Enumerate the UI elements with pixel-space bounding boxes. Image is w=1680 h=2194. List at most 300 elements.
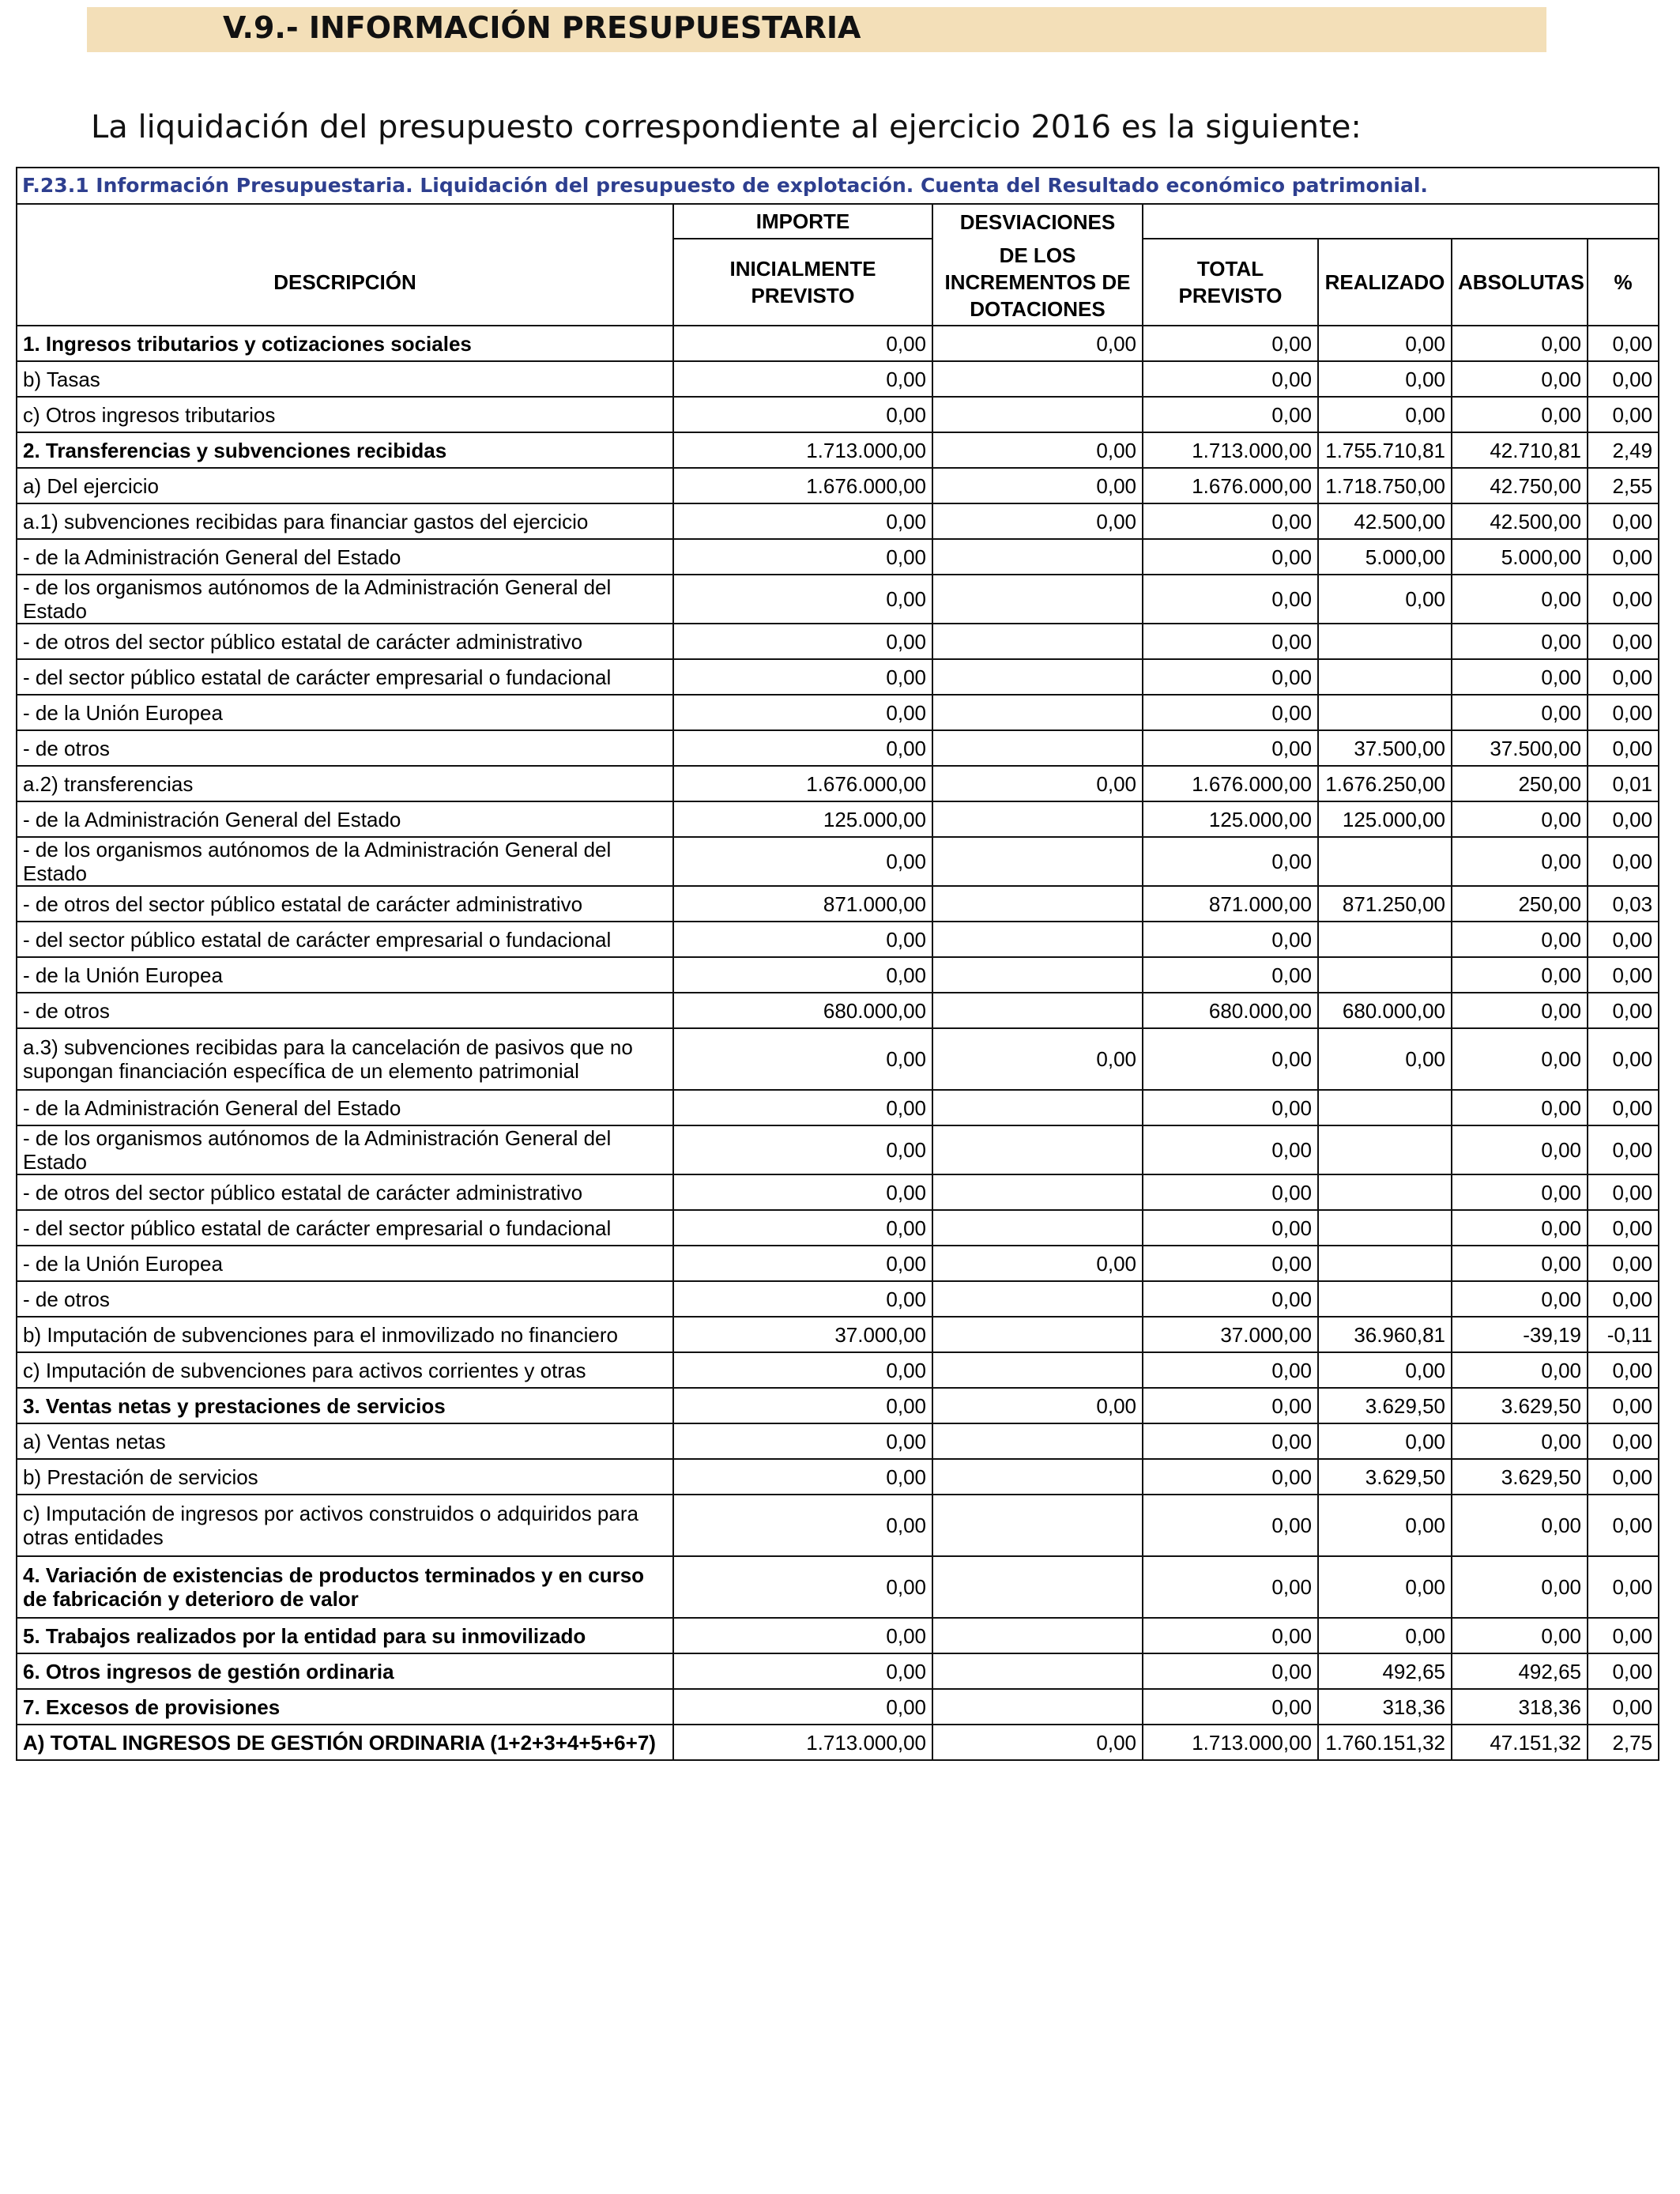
row-description: - de la Administración General del Estado <box>17 1090 673 1125</box>
row-description: A) TOTAL INGRESOS DE GESTIÓN ORDINARIA (1+2+3+4+5+6+7) <box>17 1725 673 1760</box>
cell-total-previsto: 0,00 <box>1143 397 1318 432</box>
cell-realizado <box>1318 624 1452 659</box>
cell-incrementos <box>932 1495 1143 1556</box>
cell-incrementos <box>932 397 1143 432</box>
cell-total-previsto: 1.713.000,00 <box>1143 1725 1318 1760</box>
cell-absolutas: 0,00 <box>1452 1352 1588 1388</box>
cell-inicialmente-previsto: 0,00 <box>673 659 932 695</box>
cell-absolutas: 0,00 <box>1452 957 1588 993</box>
header-descripcion: DESCRIPCIÓN <box>17 239 673 326</box>
cell-realizado <box>1318 1210 1452 1246</box>
cell-total-previsto: 0,00 <box>1143 1210 1318 1246</box>
cell-incrementos <box>932 659 1143 695</box>
cell-absolutas: 0,00 <box>1452 922 1588 957</box>
cell-inicialmente-previsto: 0,00 <box>673 1689 932 1725</box>
cell-total-previsto: 0,00 <box>1143 503 1318 539</box>
cell-absolutas: 47.151,32 <box>1452 1725 1588 1760</box>
cell-realizado: 0,00 <box>1318 1028 1452 1090</box>
cell-inicialmente-previsto: 0,00 <box>673 624 932 659</box>
cell-absolutas: 0,00 <box>1452 1618 1588 1653</box>
header-realizado: REALIZADO <box>1318 239 1452 326</box>
table-row <box>17 1653 1659 1689</box>
row-description: 1. Ingresos tributarios y cotizaciones sociales <box>17 326 673 361</box>
cell-inicialmente-previsto: 0,00 <box>673 1210 932 1246</box>
cell-inicialmente-previsto: 0,00 <box>673 1028 932 1090</box>
row-description: - de otros <box>17 730 673 766</box>
cell-absolutas: 0,00 <box>1452 837 1588 886</box>
cell-absolutas: 0,00 <box>1452 1556 1588 1618</box>
cell-incrementos <box>932 886 1143 922</box>
cell-total-previsto: 1.676.000,00 <box>1143 468 1318 503</box>
cell-realizado: 37.500,00 <box>1318 730 1452 766</box>
cell-realizado: 492,65 <box>1318 1653 1452 1689</box>
header-row-2 <box>17 239 1659 326</box>
cell-porcentaje: 0,00 <box>1588 1281 1659 1317</box>
cell-realizado: 3.629,50 <box>1318 1459 1452 1495</box>
cell-realizado: 0,00 <box>1318 1618 1452 1653</box>
table-row <box>17 1352 1659 1388</box>
row-description: - de la Unión Europea <box>17 695 673 730</box>
cell-inicialmente-previsto: 0,00 <box>673 503 932 539</box>
cell-incrementos: 0,00 <box>932 1725 1143 1760</box>
cell-porcentaje: 0,00 <box>1588 326 1659 361</box>
header-blank-desc <box>17 204 673 239</box>
row-description: 6. Otros ingresos de gestión ordinaria <box>17 1653 673 1689</box>
cell-absolutas: 0,00 <box>1452 326 1588 361</box>
cell-absolutas: 0,00 <box>1452 659 1588 695</box>
row-description: - del sector público estatal de carácter empresarial o fundacional <box>17 922 673 957</box>
cell-total-previsto: 0,00 <box>1143 624 1318 659</box>
row-description: a) Ventas netas <box>17 1423 673 1459</box>
cell-total-previsto: 0,00 <box>1143 730 1318 766</box>
section-title: V.9.- INFORMACIÓN PRESUPUESTARIA <box>223 10 861 45</box>
cell-inicialmente-previsto: 0,00 <box>673 1423 932 1459</box>
cell-incrementos <box>932 1281 1143 1317</box>
cell-realizado: 125.000,00 <box>1318 801 1452 837</box>
table-row <box>17 1317 1659 1352</box>
cell-total-previsto: 1.713.000,00 <box>1143 432 1318 468</box>
cell-porcentaje: 0,03 <box>1588 886 1659 922</box>
cell-inicialmente-previsto: 0,00 <box>673 957 932 993</box>
row-description: 7. Excesos de provisiones <box>17 1689 673 1725</box>
cell-inicialmente-previsto: 0,00 <box>673 1388 932 1423</box>
cell-realizado: 1.755.710,81 <box>1318 432 1452 468</box>
table-row <box>17 1618 1659 1653</box>
cell-realizado <box>1318 957 1452 993</box>
row-description: - del sector público estatal de carácter empresarial o fundacional <box>17 1210 673 1246</box>
cell-absolutas: 250,00 <box>1452 766 1588 801</box>
row-description: - de otros <box>17 1281 673 1317</box>
row-description: b) Tasas <box>17 361 673 397</box>
cell-inicialmente-previsto: 0,00 <box>673 1495 932 1556</box>
table-row <box>17 766 1659 801</box>
cell-porcentaje: 0,00 <box>1588 539 1659 575</box>
cell-total-previsto: 0,00 <box>1143 659 1318 695</box>
cell-total-previsto: 871.000,00 <box>1143 886 1318 922</box>
cell-total-previsto: 0,00 <box>1143 1653 1318 1689</box>
cell-incrementos <box>932 1556 1143 1618</box>
cell-total-previsto: 0,00 <box>1143 695 1318 730</box>
table-row <box>17 993 1659 1028</box>
cell-porcentaje: 0,00 <box>1588 659 1659 695</box>
row-description: - de la Administración General del Estado <box>17 801 673 837</box>
cell-inicialmente-previsto: 0,00 <box>673 326 932 361</box>
cell-porcentaje: 0,00 <box>1588 837 1659 886</box>
cell-total-previsto: 0,00 <box>1143 1618 1318 1653</box>
table-row <box>17 575 1659 624</box>
cell-incrementos <box>932 1317 1143 1352</box>
cell-porcentaje: 0,00 <box>1588 1495 1659 1556</box>
row-description: - de los organismos autónomos de la Administración General del Estado <box>17 837 673 886</box>
cell-incrementos <box>932 1125 1143 1174</box>
intro-text: La liquidación del presupuesto correspondiente al ejercicio 2016 es la siguiente: <box>91 109 1362 145</box>
cell-total-previsto: 0,00 <box>1143 326 1318 361</box>
cell-absolutas: 0,00 <box>1452 1174 1588 1210</box>
table-row <box>17 957 1659 993</box>
cell-realizado <box>1318 1125 1452 1174</box>
cell-realizado <box>1318 1246 1452 1281</box>
cell-porcentaje: 0,00 <box>1588 1423 1659 1459</box>
table-row <box>17 730 1659 766</box>
cell-porcentaje: 2,75 <box>1588 1725 1659 1760</box>
cell-realizado: 1.760.151,32 <box>1318 1725 1452 1760</box>
table-row <box>17 922 1659 957</box>
cell-inicialmente-previsto: 125.000,00 <box>673 801 932 837</box>
cell-realizado: 36.960,81 <box>1318 1317 1452 1352</box>
row-description: - de otros del sector público estatal de carácter administrativo <box>17 886 673 922</box>
cell-incrementos <box>932 801 1143 837</box>
cell-porcentaje: 0,00 <box>1588 957 1659 993</box>
row-description: - de los organismos autónomos de la Administración General del Estado <box>17 575 673 624</box>
caption-row <box>17 168 1659 204</box>
cell-realizado: 0,00 <box>1318 397 1452 432</box>
header-total-previsto: TOTAL PREVISTO <box>1143 239 1318 326</box>
cell-absolutas: 0,00 <box>1452 624 1588 659</box>
table-row <box>17 1125 1659 1174</box>
section-header <box>87 7 1546 52</box>
cell-incrementos <box>932 730 1143 766</box>
cell-incrementos <box>932 361 1143 397</box>
cell-inicialmente-previsto: 0,00 <box>673 1556 932 1618</box>
cell-total-previsto: 0,00 <box>1143 837 1318 886</box>
cell-realizado: 5.000,00 <box>1318 539 1452 575</box>
table-row <box>17 397 1659 432</box>
header-importe: IMPORTE <box>673 204 932 239</box>
cell-porcentaje: 0,00 <box>1588 1352 1659 1388</box>
cell-inicialmente-previsto: 0,00 <box>673 922 932 957</box>
cell-porcentaje: 0,00 <box>1588 1618 1659 1653</box>
row-description: c) Otros ingresos tributarios <box>17 397 673 432</box>
cell-incrementos <box>932 539 1143 575</box>
row-description: 2. Transferencias y subvenciones recibidas <box>17 432 673 468</box>
cell-realizado <box>1318 1090 1452 1125</box>
cell-inicialmente-previsto: 0,00 <box>673 575 932 624</box>
cell-incrementos <box>932 837 1143 886</box>
row-description: - del sector público estatal de carácter empresarial o fundacional <box>17 659 673 695</box>
header-desviaciones: DESVIACIONES <box>932 204 1143 239</box>
table-row <box>17 1725 1659 1760</box>
cell-porcentaje: 2,55 <box>1588 468 1659 503</box>
cell-porcentaje: 0,00 <box>1588 1174 1659 1210</box>
header-porcentaje: % <box>1588 239 1659 326</box>
cell-total-previsto: 1.676.000,00 <box>1143 766 1318 801</box>
table-row <box>17 1090 1659 1125</box>
table-row <box>17 1210 1659 1246</box>
cell-incrementos <box>932 1653 1143 1689</box>
table-row <box>17 361 1659 397</box>
table-row <box>17 837 1659 886</box>
budget-table <box>16 167 1659 1761</box>
cell-inicialmente-previsto: 0,00 <box>673 539 932 575</box>
row-description: a.1) subvenciones recibidas para financiar gastos del ejercicio <box>17 503 673 539</box>
cell-absolutas: 0,00 <box>1452 1246 1588 1281</box>
cell-absolutas: 0,00 <box>1452 575 1588 624</box>
cell-absolutas: 0,00 <box>1452 993 1588 1028</box>
cell-inicialmente-previsto: 0,00 <box>673 1125 932 1174</box>
cell-realizado: 0,00 <box>1318 1352 1452 1388</box>
cell-total-previsto: 0,00 <box>1143 575 1318 624</box>
cell-realizado: 42.500,00 <box>1318 503 1452 539</box>
row-description: 4. Variación de existencias de productos terminados y en curso de fabricación y deterioro de valor <box>17 1556 673 1618</box>
cell-total-previsto: 0,00 <box>1143 1028 1318 1090</box>
cell-incrementos: 0,00 <box>932 468 1143 503</box>
cell-porcentaje: 0,00 <box>1588 1459 1659 1495</box>
table-row <box>17 503 1659 539</box>
row-description: b) Prestación de servicios <box>17 1459 673 1495</box>
cell-realizado <box>1318 1174 1452 1210</box>
cell-total-previsto: 0,00 <box>1143 1556 1318 1618</box>
cell-incrementos: 0,00 <box>932 326 1143 361</box>
cell-incrementos <box>932 575 1143 624</box>
cell-total-previsto: 0,00 <box>1143 1352 1318 1388</box>
table-row <box>17 886 1659 922</box>
table-row <box>17 1388 1659 1423</box>
table-row <box>17 1556 1659 1618</box>
cell-absolutas: 0,00 <box>1452 801 1588 837</box>
cell-total-previsto: 0,00 <box>1143 1388 1318 1423</box>
cell-absolutas: 5.000,00 <box>1452 539 1588 575</box>
cell-total-previsto: 125.000,00 <box>1143 801 1318 837</box>
table-row <box>17 624 1659 659</box>
cell-inicialmente-previsto: 1.713.000,00 <box>673 432 932 468</box>
cell-porcentaje: 0,00 <box>1588 730 1659 766</box>
cell-realizado: 680.000,00 <box>1318 993 1452 1028</box>
cell-inicialmente-previsto: 0,00 <box>673 1174 932 1210</box>
cell-absolutas: 37.500,00 <box>1452 730 1588 766</box>
cell-incrementos: 0,00 <box>932 432 1143 468</box>
cell-porcentaje: 0,00 <box>1588 1246 1659 1281</box>
cell-porcentaje: 2,49 <box>1588 432 1659 468</box>
cell-inicialmente-previsto: 0,00 <box>673 730 932 766</box>
cell-total-previsto: 0,00 <box>1143 1125 1318 1174</box>
cell-absolutas: 42.500,00 <box>1452 503 1588 539</box>
cell-realizado: 1.718.750,00 <box>1318 468 1452 503</box>
cell-porcentaje: 0,00 <box>1588 397 1659 432</box>
cell-inicialmente-previsto: 0,00 <box>673 1090 932 1125</box>
cell-porcentaje: 0,00 <box>1588 575 1659 624</box>
cell-realizado: 0,00 <box>1318 575 1452 624</box>
cell-inicialmente-previsto: 1.676.000,00 <box>673 468 932 503</box>
cell-incrementos <box>932 957 1143 993</box>
header-incrementos: DE LOS INCREMENTOS DE DOTACIONES <box>932 239 1143 326</box>
row-description: a.2) transferencias <box>17 766 673 801</box>
cell-total-previsto: 0,00 <box>1143 1459 1318 1495</box>
cell-realizado: 3.629,50 <box>1318 1388 1452 1423</box>
cell-absolutas: 0,00 <box>1452 1125 1588 1174</box>
cell-incrementos: 0,00 <box>932 1028 1143 1090</box>
cell-total-previsto: 0,00 <box>1143 1090 1318 1125</box>
cell-realizado: 0,00 <box>1318 361 1452 397</box>
row-description: - de los organismos autónomos de la Administración General del Estado <box>17 1125 673 1174</box>
header-row-1 <box>17 204 1659 239</box>
cell-porcentaje: 0,00 <box>1588 801 1659 837</box>
cell-incrementos <box>932 1210 1143 1246</box>
cell-inicialmente-previsto: 37.000,00 <box>673 1317 932 1352</box>
row-description: - de la Unión Europea <box>17 1246 673 1281</box>
cell-incrementos: 0,00 <box>932 503 1143 539</box>
cell-inicialmente-previsto: 0,00 <box>673 1653 932 1689</box>
cell-inicialmente-previsto: 0,00 <box>673 1246 932 1281</box>
cell-inicialmente-previsto: 0,00 <box>673 1352 932 1388</box>
table-row <box>17 801 1659 837</box>
cell-porcentaje: 0,00 <box>1588 1388 1659 1423</box>
cell-absolutas: 318,36 <box>1452 1689 1588 1725</box>
cell-absolutas: 0,00 <box>1452 1090 1588 1125</box>
cell-porcentaje: 0,00 <box>1588 695 1659 730</box>
cell-absolutas: 492,65 <box>1452 1653 1588 1689</box>
cell-porcentaje: 0,01 <box>1588 766 1659 801</box>
cell-realizado: 318,36 <box>1318 1689 1452 1725</box>
cell-inicialmente-previsto: 1.676.000,00 <box>673 766 932 801</box>
row-description: a) Del ejercicio <box>17 468 673 503</box>
cell-absolutas: 42.750,00 <box>1452 468 1588 503</box>
cell-inicialmente-previsto: 0,00 <box>673 837 932 886</box>
cell-absolutas: 0,00 <box>1452 695 1588 730</box>
cell-realizado: 0,00 <box>1318 326 1452 361</box>
table-row <box>17 539 1659 575</box>
cell-porcentaje: 0,00 <box>1588 922 1659 957</box>
cell-porcentaje: 0,00 <box>1588 1556 1659 1618</box>
cell-absolutas: 0,00 <box>1452 361 1588 397</box>
header-absolutas: ABSOLUTAS <box>1452 239 1588 326</box>
row-description: - de otros del sector público estatal de carácter administrativo <box>17 624 673 659</box>
cell-porcentaje: 0,00 <box>1588 503 1659 539</box>
row-description: - de otros <box>17 993 673 1028</box>
cell-incrementos <box>932 1618 1143 1653</box>
cell-total-previsto: 0,00 <box>1143 957 1318 993</box>
cell-incrementos <box>932 1459 1143 1495</box>
cell-realizado: 0,00 <box>1318 1556 1452 1618</box>
cell-porcentaje: 0,00 <box>1588 1090 1659 1125</box>
cell-inicialmente-previsto: 0,00 <box>673 1459 932 1495</box>
row-description: a.3) subvenciones recibidas para la cancelación de pasivos que no supongan financiación específica de un elemento patrimonial <box>17 1028 673 1090</box>
row-description: c) Imputación de ingresos por activos construidos o adquiridos para otras entidades <box>17 1495 673 1556</box>
cell-total-previsto: 0,00 <box>1143 922 1318 957</box>
row-description: - de la Administración General del Estado <box>17 539 673 575</box>
header-blank-right <box>1143 204 1659 239</box>
cell-absolutas: 0,00 <box>1452 1423 1588 1459</box>
cell-absolutas: 42.710,81 <box>1452 432 1588 468</box>
cell-incrementos <box>932 1423 1143 1459</box>
cell-absolutas: 3.629,50 <box>1452 1459 1588 1495</box>
cell-total-previsto: 0,00 <box>1143 539 1318 575</box>
cell-realizado: 0,00 <box>1318 1495 1452 1556</box>
table-row <box>17 1495 1659 1556</box>
row-description: c) Imputación de subvenciones para activos corrientes y otras <box>17 1352 673 1388</box>
row-description: 3. Ventas netas y prestaciones de servicios <box>17 1388 673 1423</box>
row-description: b) Imputación de subvenciones para el inmovilizado no financiero <box>17 1317 673 1352</box>
cell-incrementos: 0,00 <box>932 1388 1143 1423</box>
cell-absolutas: -39,19 <box>1452 1317 1588 1352</box>
table-row <box>17 1423 1659 1459</box>
cell-absolutas: 3.629,50 <box>1452 1388 1588 1423</box>
cell-porcentaje: 0,00 <box>1588 1028 1659 1090</box>
cell-incrementos <box>932 624 1143 659</box>
cell-total-previsto: 0,00 <box>1143 361 1318 397</box>
table-row <box>17 326 1659 361</box>
cell-total-previsto: 37.000,00 <box>1143 1317 1318 1352</box>
table-caption: F.23.1 Información Presupuestaria. Liquidación del presupuesto de explotación. Cuenta del Resultado económico patrimonial. <box>17 168 1659 204</box>
table-row <box>17 1028 1659 1090</box>
cell-incrementos <box>932 1090 1143 1125</box>
cell-realizado: 1.676.250,00 <box>1318 766 1452 801</box>
cell-realizado: 0,00 <box>1318 1423 1452 1459</box>
cell-realizado <box>1318 922 1452 957</box>
cell-inicialmente-previsto: 0,00 <box>673 1281 932 1317</box>
cell-porcentaje: 0,00 <box>1588 624 1659 659</box>
cell-incrementos <box>932 922 1143 957</box>
cell-incrementos <box>932 1352 1143 1388</box>
row-description: 5. Trabajos realizados por la entidad para su inmovilizado <box>17 1618 673 1653</box>
cell-inicialmente-previsto: 0,00 <box>673 397 932 432</box>
cell-inicialmente-previsto: 871.000,00 <box>673 886 932 922</box>
table-row <box>17 1459 1659 1495</box>
cell-porcentaje: -0,11 <box>1588 1317 1659 1352</box>
cell-realizado <box>1318 837 1452 886</box>
cell-absolutas: 0,00 <box>1452 1281 1588 1317</box>
cell-realizado <box>1318 695 1452 730</box>
cell-inicialmente-previsto: 0,00 <box>673 695 932 730</box>
table-row <box>17 432 1659 468</box>
cell-realizado <box>1318 659 1452 695</box>
cell-total-previsto: 0,00 <box>1143 1689 1318 1725</box>
cell-realizado: 871.250,00 <box>1318 886 1452 922</box>
cell-realizado <box>1318 1281 1452 1317</box>
cell-porcentaje: 0,00 <box>1588 1653 1659 1689</box>
table-row <box>17 468 1659 503</box>
row-description: - de otros del sector público estatal de carácter administrativo <box>17 1174 673 1210</box>
cell-incrementos <box>932 695 1143 730</box>
cell-absolutas: 0,00 <box>1452 1210 1588 1246</box>
cell-total-previsto: 680.000,00 <box>1143 993 1318 1028</box>
cell-absolutas: 250,00 <box>1452 886 1588 922</box>
cell-total-previsto: 0,00 <box>1143 1423 1318 1459</box>
table-row <box>17 1689 1659 1725</box>
cell-absolutas: 0,00 <box>1452 397 1588 432</box>
cell-porcentaje: 0,00 <box>1588 993 1659 1028</box>
table-row <box>17 1281 1659 1317</box>
cell-incrementos: 0,00 <box>932 766 1143 801</box>
cell-inicialmente-previsto: 1.713.000,00 <box>673 1725 932 1760</box>
table-row <box>17 1246 1659 1281</box>
table-row <box>17 1174 1659 1210</box>
cell-incrementos: 0,00 <box>932 1246 1143 1281</box>
cell-total-previsto: 0,00 <box>1143 1495 1318 1556</box>
cell-incrementos <box>932 1689 1143 1725</box>
row-description: - de la Unión Europea <box>17 957 673 993</box>
cell-porcentaje: 0,00 <box>1588 1210 1659 1246</box>
cell-total-previsto: 0,00 <box>1143 1174 1318 1210</box>
